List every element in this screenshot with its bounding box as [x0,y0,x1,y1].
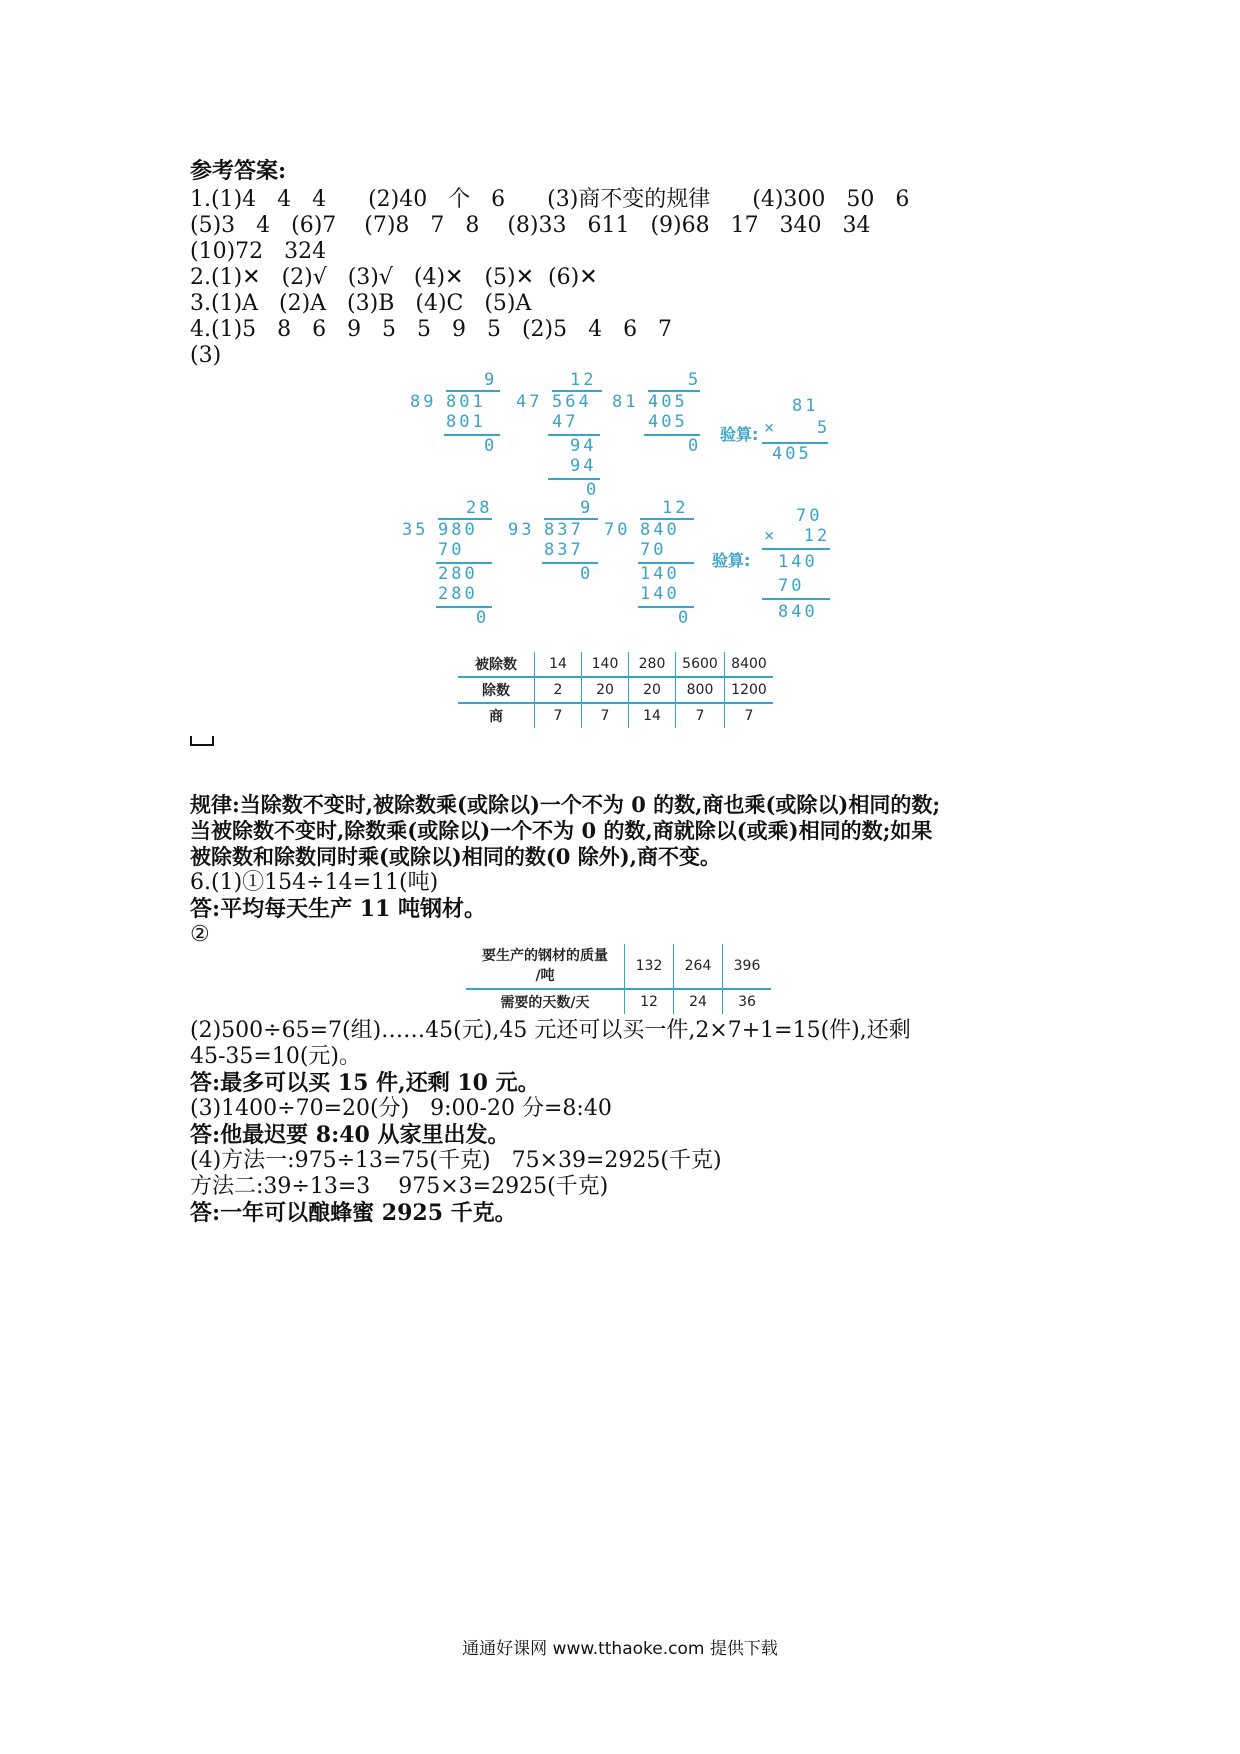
table-head-line-2: /吨 [535,968,555,984]
div-b-step1: 47 [552,412,579,432]
q6b-line-5: 答:他最迟要 8:40 从家里出发。 [190,1122,510,1148]
div-g-divisor: 70 [604,520,631,540]
table-cell: 36 [723,989,772,1014]
div-a-quotient: 9 [484,370,498,390]
q6b-line-1: (2)500÷65=7(组)……45(元),45 元还可以买一件,2×7+1=15(件),还剩 [190,1018,911,1043]
div-f-step1: 837 [544,540,584,560]
table-cell: 20 [582,677,629,703]
check1-result: 405 [772,444,812,464]
answer-line-1: 1.(1)4 4 4 (2)40 个 6 (3)商不变的规律 (4)300 50 6 [190,187,910,212]
div-c-remainder: 0 [688,436,702,456]
div-e-divisor: 35 [402,520,429,540]
table-row [466,989,771,1014]
div-e-remainder: 0 [476,608,490,628]
table-cell: 800 [676,677,725,703]
div-e-step1: 70 [438,540,465,560]
table-row [466,944,771,989]
table-cell: 14 [629,703,676,728]
div-g-step1: 70 [640,540,667,560]
table-cell: 132 [625,944,674,989]
table-row [458,677,773,703]
check2-result: 840 [778,602,818,622]
div-e-quotient: 28 [466,498,493,518]
answer-line-6: 4.(1)5 8 6 9 5 5 9 5 (2)5 4 6 7 [190,317,673,342]
answer-line-4: 2.(1)✕ (2)√ (3)√ (4)✕ (5)✕ (6)✕ [190,265,598,290]
answer-line-3: (10)72 324 [190,239,327,264]
q6b-line-7: 方法二:39÷13=3 975×3=2925(千克) [190,1174,609,1199]
table-cell: 1200 [725,677,774,703]
table-cell: 2 [535,677,582,703]
div-b-quotient: 12 [570,370,597,390]
footer-credit: 通通好课网 www.tthaoke.com 提供下载 [462,1639,778,1659]
answer-heading: 参考答案: [190,158,287,184]
table-cell: 8400 [725,652,774,677]
div-b-dividend: 564 [552,392,592,412]
table-cell: 140 [582,652,629,677]
q6b-line-3: 答:最多可以买 15 件,还剩 10 元。 [190,1070,540,1096]
table-head-line-1: 要生产的钢材的质量 [482,948,608,964]
answer-line-5: 3.(1)A (2)A (3)B (4)C (5)A [190,291,532,316]
table-cell: 7 [676,703,725,728]
table-cell: 7 [582,703,629,728]
div-a-dividend: 801 [446,392,486,412]
table-cell: 12 [625,989,674,1014]
div-g-dividend: 840 [640,520,680,540]
table-cell: 除数 [458,677,535,703]
table-cell: 396 [723,944,772,989]
check2-multiplier: × 12 [764,526,831,546]
q6-line-3: ② [190,922,210,947]
table-cell: 被除数 [475,657,517,673]
q6-line-2: 答:平均每天生产 11 吨钢材。 [190,896,487,922]
q6b-line-6: (4)方法一:975÷13=75(千克) 75×39=2925(千克) [190,1148,722,1173]
div-c-divisor: 81 [612,392,639,412]
div-f-divisor: 93 [508,520,535,540]
div-b-step3: 94 [570,456,597,476]
div-a-divisor: 89 [410,392,437,412]
div-b-divisor: 47 [516,392,543,412]
div-f-remainder: 0 [580,564,594,584]
blank-bracket [190,736,214,746]
div-c-quotient: 5 [688,370,702,390]
table-cell: 7 [535,703,582,728]
table-cell: 商 [458,703,535,728]
table-cell: 需要的天数/天 [466,989,625,1014]
div-f-quotient: 9 [580,498,594,518]
div-e-step2: 280 [438,564,478,584]
div-a-remainder: 0 [484,436,498,456]
table-cell: 24 [674,989,723,1014]
check1-top: 81 [792,396,819,416]
steel-table [466,944,771,1014]
table-cell: 5600 [676,652,725,677]
table-cell: 264 [674,944,723,989]
check1-multiplier: × 5 [764,418,831,438]
rule-line-2: 当被除数不变时,除数乘(或除以)一个不为 0 的数,商就除以(或乘)相同的数;如果 [190,818,933,843]
div-b-remainder: 0 [586,480,600,500]
q6b-line-8: 答:一年可以酿蜂蜜 2925 千克。 [190,1200,517,1226]
div-e-step3: 280 [438,584,478,604]
table-cell [466,944,625,989]
table-cell: 280 [629,652,676,677]
check-label-2: 验算: [712,551,751,570]
table-cell: 20 [629,677,676,703]
table-cell: 14 [535,652,582,677]
div-g-step3: 140 [640,584,680,604]
table-cell: 7 [725,703,774,728]
div-e-dividend: 980 [438,520,478,540]
q6b-line-2: 45-35=10(元)。 [190,1044,362,1069]
check2-top: 70 [796,506,823,526]
div-g-quotient: 12 [662,498,689,518]
check2-partial-2: 70 [778,576,805,596]
div-f-dividend: 837 [544,520,584,540]
div-g-remainder: 0 [678,608,692,628]
table-row [458,652,773,677]
answer-line-2: (5)3 4 (6)7 (7)8 7 8 (8)33 611 (9)68 17 340 34 [190,213,871,238]
q6-line-1: 6.(1)①154÷14=11(吨) [190,870,439,895]
answer-line-7: (3) [190,343,222,368]
rule-line-1: 规律:当除数不变时,被除数乘(或除以)一个不为 0 的数,商也乘(或除以)相同的数; [190,792,941,817]
q6b-line-4: (3)1400÷70=20(分) 9:00-20 分=8:40 [190,1096,612,1121]
table-row [458,703,773,728]
check-label-1: 验算: [720,425,759,444]
quotient-table [458,652,773,728]
div-a-step1: 801 [446,412,486,432]
div-b-step2: 94 [570,436,597,456]
check2-partial-1: 140 [778,552,818,572]
div-c-step1: 405 [648,412,688,432]
div-g-step2: 140 [640,564,680,584]
div-c-dividend: 405 [648,392,688,412]
rule-line-3: 被除数和除数同时乘(或除以)相同的数(0 除外),商不变。 [190,844,721,869]
